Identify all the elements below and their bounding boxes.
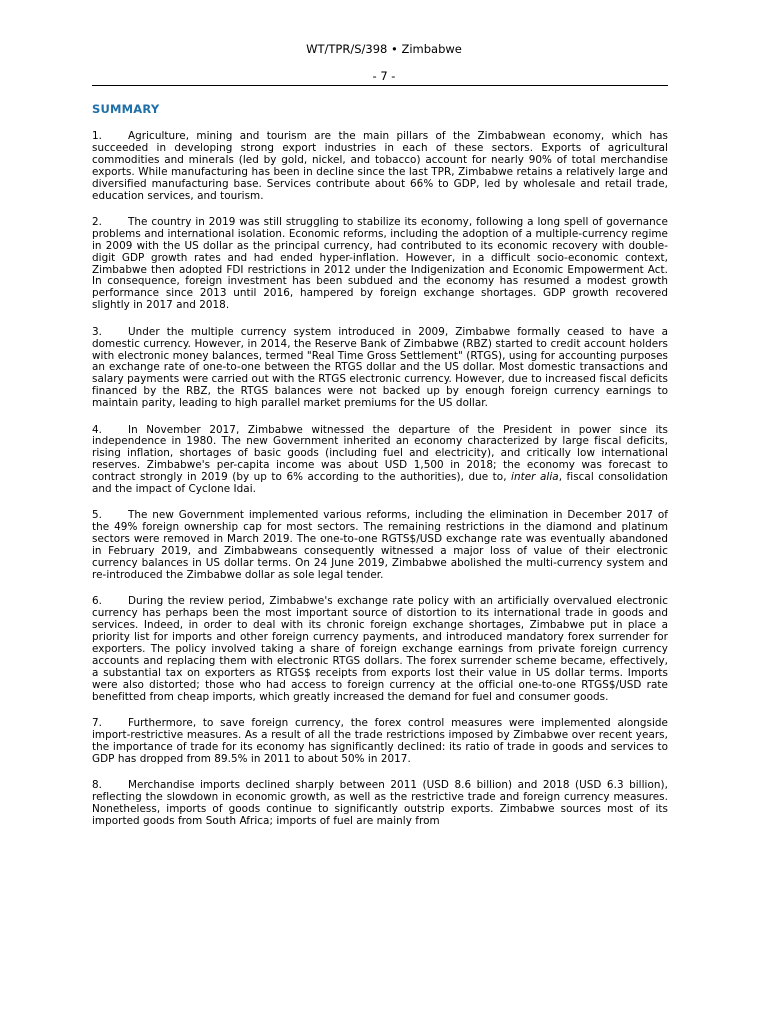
paragraph-text: The country in 2019 was still struggling to stabilize its economy, following a long spell of governance problems and international isolation. Economic reforms, including the adoption of a multiple-currency regime in 2009 with the US dollar as the principal currency, had contributed to its economic recovery with double-digit GDP growth rates and had ended hyper-inflation. However, in a difficult socio-economic context, Zimbabwe then adopted FDI restrictions in 2012 under the Indigenization and Economic Empowerment Act. In consequence, foreign investment has been subdued and the economy has resumed a modest growth performance since 2013 until 2016, hampered by foreign exchange shortages. GDP growth recovered slightly in 2017 and 2018. xyxy=(92,215,668,312)
paragraph-text: In November 2017, Zimbabwe witnessed the departure of the President in power since its independence in 1980. The new Government inherited an economy characterized by large fiscal deficits, rising inflation, shortages of basic goods (including fuel and electricity), and critically low international reserves. Zimbabwe's per-capita income was about USD 1,500 in 2018; the economy was forecast to contract strongly in 2019 (by up to 6% according to the authorities), due to, xyxy=(92,423,668,484)
paragraph-4 xyxy=(92,425,668,496)
paragraph-8 xyxy=(92,780,668,828)
paragraph-number: 8. xyxy=(92,779,103,792)
paragraph-1 xyxy=(92,131,668,202)
paragraph-number: 1. xyxy=(92,130,103,142)
summary-body xyxy=(92,131,668,842)
paragraph-7 xyxy=(92,718,668,766)
paragraph-2 xyxy=(92,217,668,312)
paragraph-number: 3. xyxy=(92,325,103,338)
paragraph-6 xyxy=(92,596,668,703)
paragraph-text: During the review period, Zimbabwe's exchange rate policy with an artificially overvalued electronic currency has perhaps been the most important source of distortion to its international trade in goods and services. Indeed, in order to deal with its chronic foreign exchange shortages, Zimbabwe put in place a priority list for imports and other foreign currency payments, and introduced mandatory forex surrender for exporters. The policy involved taking a share of foreign exchange earnings from private foreign currency accounts and replacing them with electronic RTGS dollars. The forex surrender scheme became, effectively, a substantial tax on exporters as RTGS$ receipts from exports lost their value in US dollar terms. Imports were also distorted; those who had access to foreign currency at the official one-to-one RTGS$/USD rate benefitted from cheap imports, which greatly increased the demand for fuel and consumer goods. xyxy=(92,595,668,703)
section-heading: SUMMARY xyxy=(92,102,160,116)
paragraph-number: 2. xyxy=(92,215,103,228)
paragraph-number: 7. xyxy=(92,717,103,730)
paragraph-text: The new Government implemented various reforms, including the elimination in December 2017 of the 49% foreign ownership cap for most sectors. The remaining restrictions in the diamond and platinum sectors were removed in March 2019. The one-to-one RGTS$/USD exchange rate was eventually abandoned in February 2019, and Zimbabweans consequently witnessed a major loss of value of their electronic currency balances in US dollar terms. On 24 June 2019, Zimbabwe abolished the multi-currency system and re-introduced the Zimbabwe dollar as sole legal tender. xyxy=(92,509,668,581)
paragraph-text: Furthermore, to save foreign currency, the forex control measures were implemented alongside import-restrictive measures. As a result of all the trade restrictions imposed by Zimbabwe over recent years, the importance of trade for its economy has significantly declined: its ratio of trade in goods and services to GDP has dropped from 89.5% in 2011 to about 50% in 2017. xyxy=(92,717,668,765)
paragraph-number: 5. xyxy=(92,509,103,522)
page-number: - 7 - xyxy=(372,69,396,83)
paragraph-text: Merchandise imports declined sharply between 2011 (USD 8.6 billion) and 2018 (USD 6.3 billion), reflecting the slowdown in economic growth, as well as the restrictive trade and foreign currency measures. Nonetheless, imports of goods continue to significantly outstrip exports. Zimbabwe sources most of its imported goods from South Africa; imports of fuel are mainly from xyxy=(92,779,668,827)
paragraph-number: 4. xyxy=(92,423,103,436)
header-divider xyxy=(92,85,668,86)
paragraph-5 xyxy=(92,510,668,581)
paragraph-text-end: , fiscal consolidation and the impact of Cyclone Idai. xyxy=(92,471,668,496)
document-reference: WT/TPR/S/398 • Zimbabwe xyxy=(306,42,462,56)
paragraph-text: Agriculture, mining and tourism are the main pillars of the Zimbabwean economy, which has succeeded in developing strong export industries in each of these sectors. Exports of agricultural commodities and minerals (led by gold, nickel, and tobacco) account for nearly 90% of total merchandise exports. While manufacturing has been in decline since the last TPR, Zimbabwe retains a relatively large and diversified manufacturing base. Services contribute about 66% to GDP, led by wholesale and retail trade, education services, and tourism. xyxy=(92,130,668,202)
paragraph-number: 6. xyxy=(92,595,103,608)
paragraph-italic-text: inter alia xyxy=(511,471,559,484)
paragraph-text: Under the multiple currency system introduced in 2009, Zimbabwe formally ceased to have a domestic currency. However, in 2014, the Reserve Bank of Zimbabwe (RBZ) started to credit account holders with electronic money balances, termed "Real Time Gross Settlement" (RTGS), using for accounting purposes an exchange rate of one-to-one between the RTGS dollar and the US dollar. Most domestic transactions and salary payments were carried out with the RTGS electronic currency. However, due to increased fiscal deficits financed by the RBZ, the RTGS balances were not backed up by enough foreign currency earnings to maintain parity, leading to high parallel market premiums for the US dollar. xyxy=(92,325,668,410)
paragraph-3 xyxy=(92,327,668,410)
